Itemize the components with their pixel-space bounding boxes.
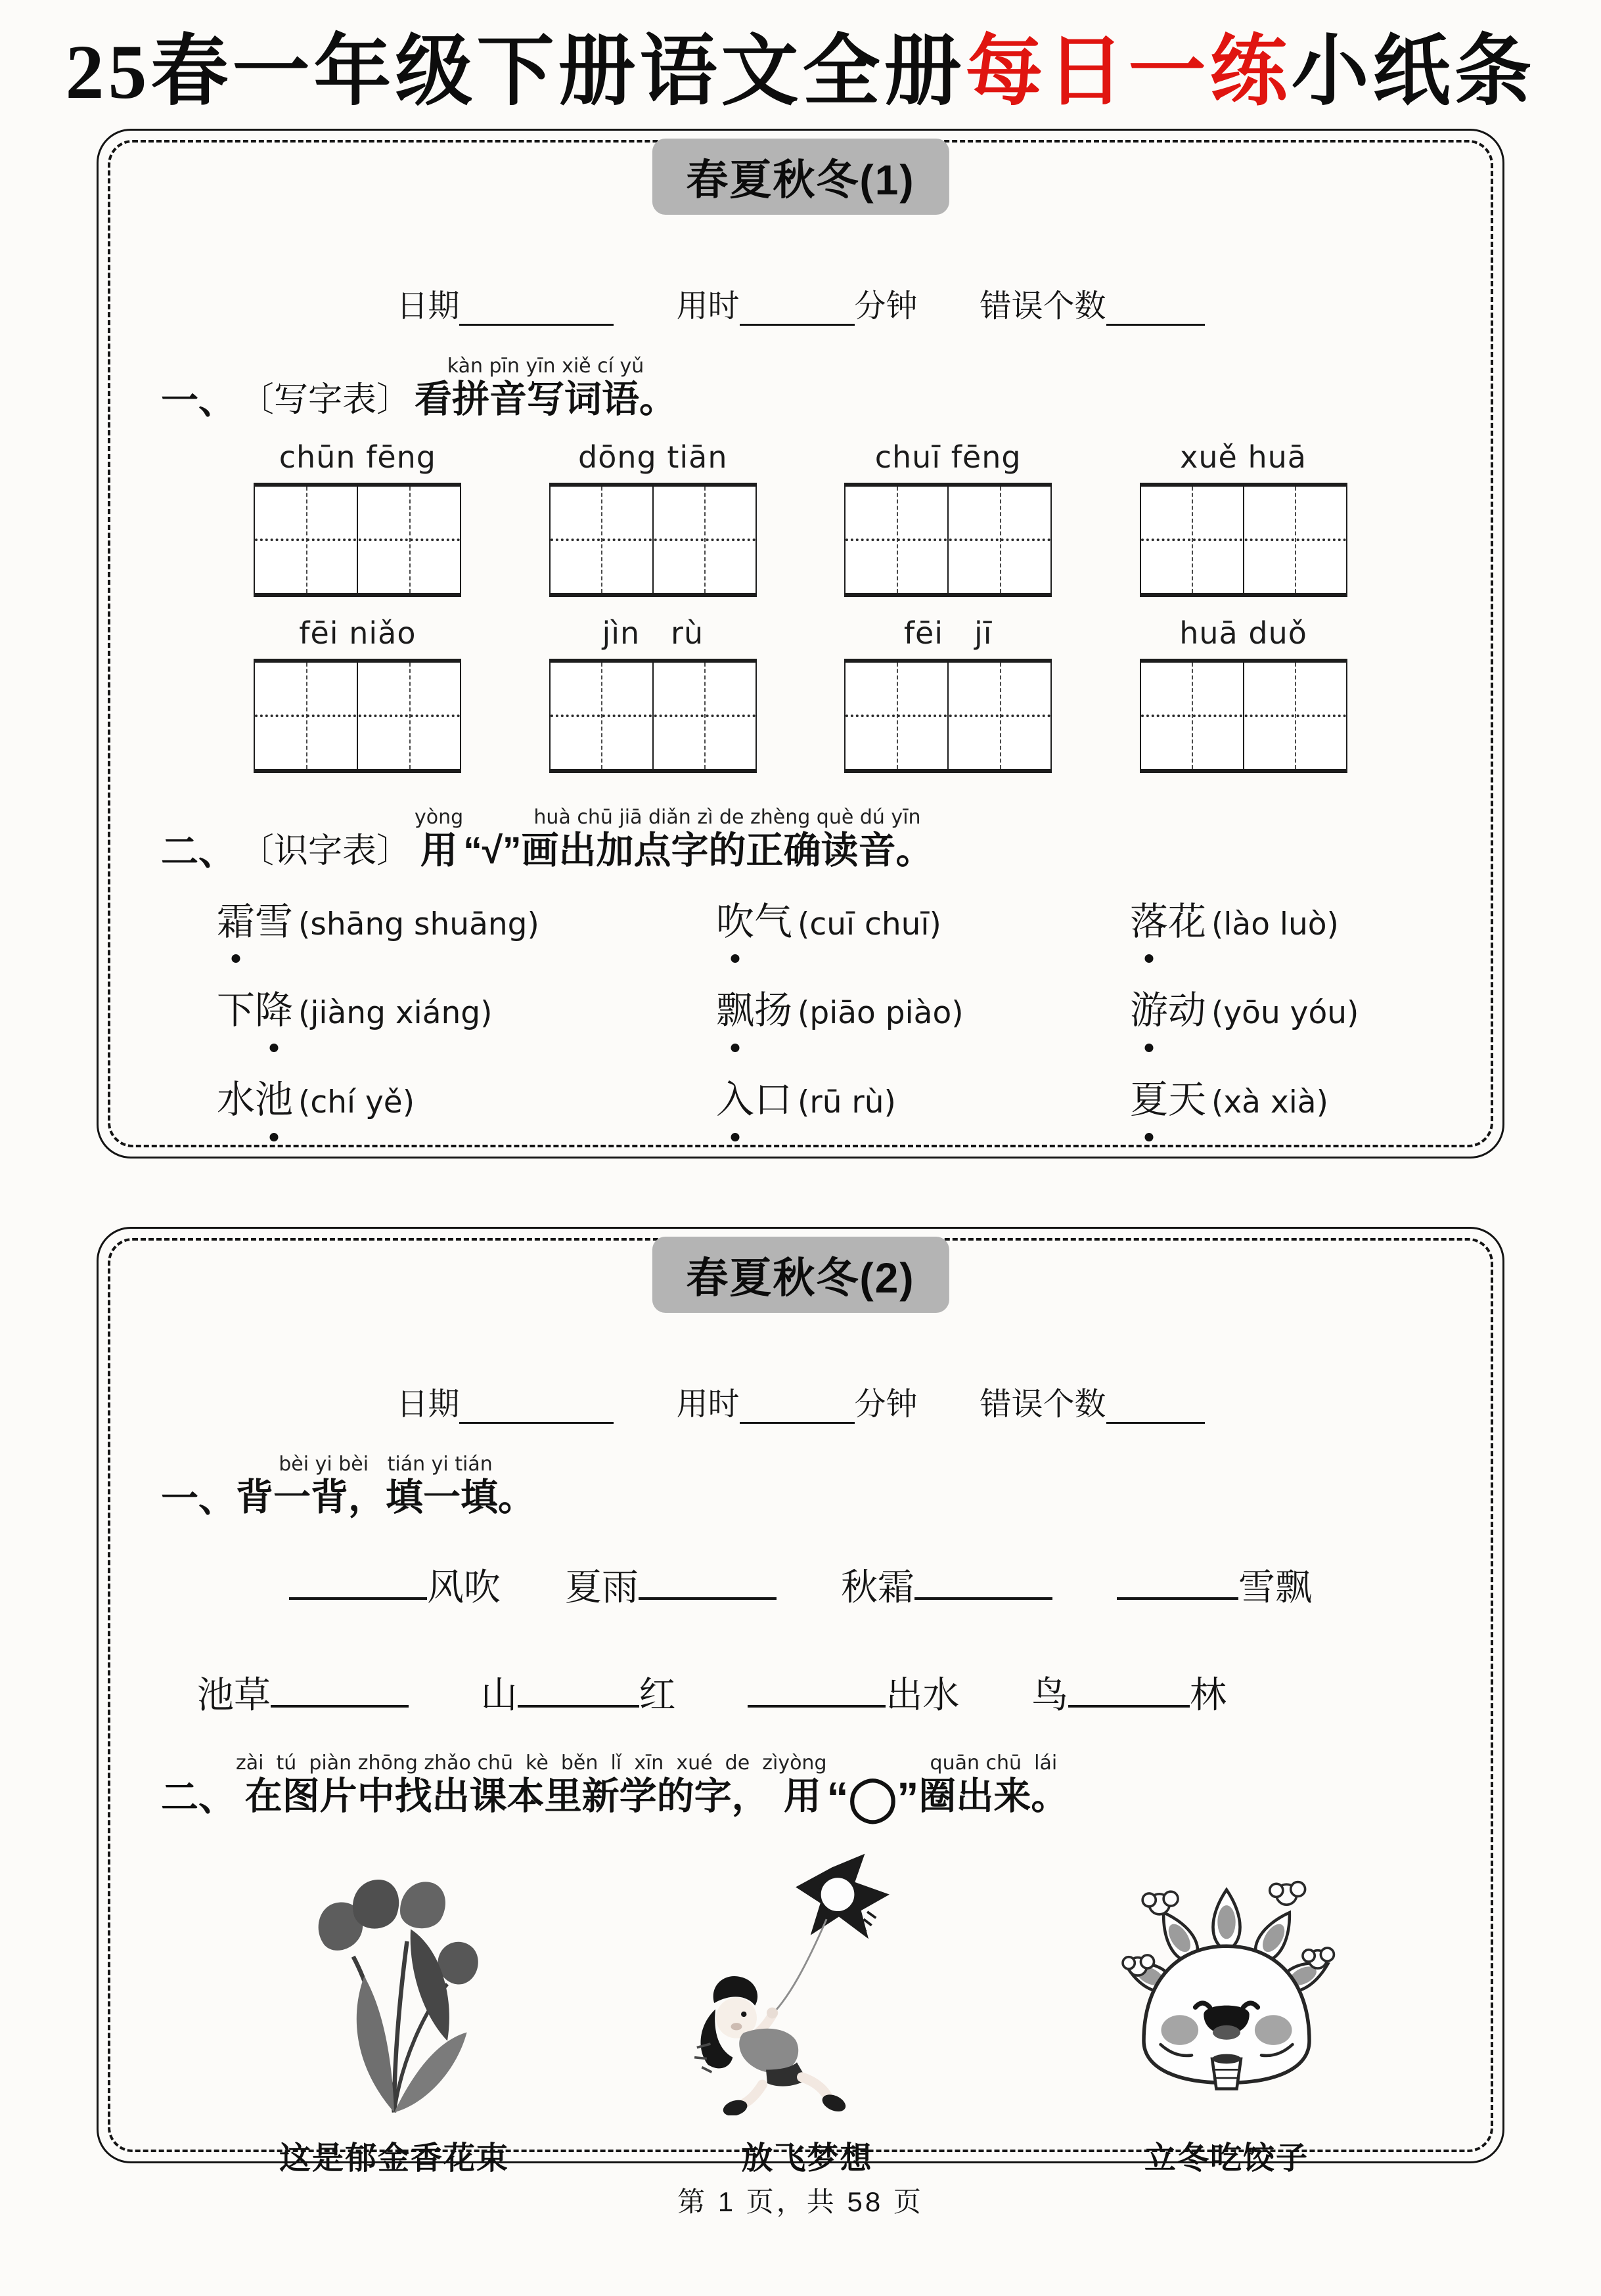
word-pinyin: fēi niǎo xyxy=(299,615,417,651)
choice-item xyxy=(716,1077,1130,1123)
heading-part-pinyin: yòng xyxy=(778,1752,827,1775)
exercise-number: 二、 xyxy=(161,831,236,873)
heading-part-text: 用 xyxy=(783,1775,821,1818)
writing-grid xyxy=(254,483,461,597)
character: 雪 xyxy=(255,900,294,943)
choice-item xyxy=(1130,899,1502,945)
dotted-character: 飘 xyxy=(716,988,754,1034)
figure-caption: 立冬吃饺子 xyxy=(1144,2140,1309,2176)
fill-item xyxy=(481,1666,676,1719)
character: 扬 xyxy=(754,989,793,1032)
fill-in-row-2 xyxy=(99,1666,1502,1719)
word-block xyxy=(1135,615,1352,773)
fill-item xyxy=(565,1558,777,1611)
exercise-title-pinyin: kàn pīn yīn xiě cí yǔ xyxy=(447,354,644,378)
grid-midline xyxy=(846,715,1050,717)
blank-line xyxy=(1068,1669,1190,1708)
fill-text: 风吹 xyxy=(427,1568,501,1609)
heading-part xyxy=(521,807,933,873)
fill-text: 秋霜 xyxy=(841,1568,914,1609)
fill-item xyxy=(841,1558,1052,1611)
pinyin-options: (jiàng xiáng) xyxy=(298,995,493,1032)
exercise-bracket-tag: 〔写字表〕 xyxy=(240,381,411,419)
exercise-number: 一、 xyxy=(161,379,236,422)
figure-kite-girl xyxy=(675,1850,940,2178)
exercise-title-with-pinyin xyxy=(415,356,677,422)
character: 气 xyxy=(754,900,793,943)
pinyin-options: (shāng shuāng) xyxy=(298,906,539,942)
fill-in-row-1 xyxy=(99,1558,1502,1611)
dotted-character: 霜 xyxy=(217,899,255,945)
word-block xyxy=(545,439,761,597)
errors-field xyxy=(980,1379,1205,1424)
character: 天 xyxy=(1168,1078,1207,1121)
exercise-title-text: 背一背，填一填。 xyxy=(236,1476,535,1518)
date-field xyxy=(396,1379,614,1424)
page-title-black1: 25春一年级下册语文全册 xyxy=(65,29,966,115)
tulip-ink-illustration xyxy=(263,1871,526,2115)
character: 花 xyxy=(1168,900,1207,943)
blank-line xyxy=(639,1562,777,1600)
exercise-title-text: 看拼音写词语。 xyxy=(415,378,677,420)
word-block xyxy=(545,615,761,773)
blank-line xyxy=(289,1562,427,1600)
heading-part-pinyin: yòng xyxy=(415,806,464,829)
pinyin-options: (cuī chuī) xyxy=(798,906,941,942)
grid-midline xyxy=(551,715,755,717)
date-blank xyxy=(459,294,614,326)
errors-label: 错误个数 xyxy=(980,288,1106,324)
character: 动 xyxy=(1168,989,1207,1032)
heading-part xyxy=(778,1753,826,1819)
page-number-footer: 第 1 页，共 58 页 xyxy=(677,2186,924,2217)
blank-line xyxy=(914,1562,1052,1600)
fill-text: 池草 xyxy=(197,1675,271,1717)
heading-part xyxy=(463,807,521,873)
errors-blank xyxy=(1106,294,1205,326)
heading-part-pinyin: quān chū lái xyxy=(930,1752,1058,1775)
page-title-red: 每日一练 xyxy=(965,29,1292,115)
errors-label: 错误个数 xyxy=(980,1386,1106,1422)
heading-part-text: 圈出来。 xyxy=(918,1775,1069,1818)
choice-item xyxy=(716,988,1130,1034)
heading-part-text: 用 xyxy=(420,829,458,872)
word-pinyin: chūn fēng xyxy=(279,439,436,475)
character: 水 xyxy=(217,1078,256,1121)
heading-part xyxy=(236,1753,778,1819)
blank-line xyxy=(518,1669,639,1708)
dumpling-mascot-illustration xyxy=(1089,1863,1364,2115)
word-pinyin: dōng tiān xyxy=(578,439,728,475)
worksheet-section-1 xyxy=(97,129,1504,1159)
section2-exercise1-heading xyxy=(99,1454,1502,1520)
blank-line xyxy=(748,1669,886,1708)
grid-midline xyxy=(551,539,755,541)
picture-row xyxy=(99,1850,1502,2178)
section1-exercise2-heading xyxy=(99,807,1502,873)
page-title xyxy=(0,28,1601,117)
exercise-title-with-pinyin xyxy=(236,1454,535,1520)
pinyin-options: (piāo piào) xyxy=(798,995,964,1032)
dotted-character: 游 xyxy=(1130,988,1168,1034)
pinyin-words-row-1 xyxy=(99,439,1502,597)
time-blank xyxy=(740,294,855,326)
dotted-character: 入 xyxy=(716,1077,754,1123)
writing-grid xyxy=(549,483,757,597)
checkmark-glyph: “√” xyxy=(463,829,522,872)
time-field xyxy=(676,280,917,326)
fill-item xyxy=(197,1666,409,1719)
word-block xyxy=(249,615,466,773)
fill-text: 夏雨 xyxy=(565,1568,639,1609)
fill-text: 红 xyxy=(639,1675,676,1717)
blank-line xyxy=(1117,1562,1238,1600)
exercise-bracket-tag: 〔识字表〕 xyxy=(240,833,411,871)
worksheet-section-2 xyxy=(97,1227,1504,2176)
word-pinyin: fēi jī xyxy=(903,615,993,651)
pronunciation-choices xyxy=(99,899,1502,1123)
writing-grid xyxy=(1140,483,1347,597)
blank-line xyxy=(271,1669,409,1708)
writing-grid xyxy=(844,659,1052,773)
fill-item xyxy=(1117,1558,1312,1611)
heading-part xyxy=(918,1753,1068,1819)
figure-dumpling xyxy=(1089,1863,1364,2178)
time-label: 用时 xyxy=(676,1386,740,1422)
grid-midline xyxy=(846,539,1050,541)
word-pinyin: xuě huā xyxy=(1180,439,1307,475)
exercise-number: 一、 xyxy=(161,1477,236,1520)
errors-blank xyxy=(1106,1392,1205,1424)
time-field xyxy=(676,1379,917,1424)
errors-field xyxy=(980,280,1205,326)
date-label: 日期 xyxy=(396,1386,460,1422)
word-pinyin: chuī fēng xyxy=(874,439,1022,475)
fill-text: 出水 xyxy=(886,1675,960,1717)
date-field xyxy=(396,280,614,326)
figure-caption: 这是郁金香花束 xyxy=(279,2140,509,2176)
figure-caption: 放飞梦想 xyxy=(741,2140,873,2176)
character: 口 xyxy=(754,1078,793,1121)
grid-midline xyxy=(255,539,460,541)
fill-item xyxy=(1031,1666,1227,1719)
section1-exercise1-heading xyxy=(99,356,1502,422)
heading-part-pinyin: huà chū jiā diǎn zì de zhèng què dú yīn xyxy=(533,806,921,829)
grid-midline xyxy=(1141,539,1346,541)
section2-title-tab: 春夏秋冬(2) xyxy=(652,1237,949,1313)
heading-part-text: 画出加点字的正确读音。 xyxy=(521,829,934,872)
exercise-title-pinyin: bèi yi bèi tián yi tián xyxy=(279,1452,493,1476)
word-block xyxy=(840,615,1056,773)
dotted-character: 池 xyxy=(255,1077,293,1123)
dotted-character: 落 xyxy=(1130,899,1168,945)
dotted-character: 吹 xyxy=(716,899,754,945)
choice-item xyxy=(1130,988,1502,1034)
word-block xyxy=(840,439,1056,597)
fill-item xyxy=(289,1558,501,1611)
pinyin-options: (chí yě) xyxy=(298,1084,415,1120)
writing-grid xyxy=(549,659,757,773)
pinyin-options: (rū rù) xyxy=(798,1084,896,1120)
dotted-character: 夏 xyxy=(1130,1077,1168,1123)
fill-text: 鸟 xyxy=(1031,1675,1068,1717)
heading-part-text: 在图片中找出课本里新学的字， xyxy=(244,1775,769,1818)
writing-grid xyxy=(254,659,461,773)
word-pinyin: huā duǒ xyxy=(1179,615,1307,651)
section1-date-line xyxy=(99,280,1502,326)
section1-title-tab: 春夏秋冬(1) xyxy=(652,139,949,215)
exercise-number: 二、 xyxy=(161,1777,236,1819)
choice-item xyxy=(217,899,716,945)
heading-part-pinyin: zài tú piàn zhōng zhǎo chū kè běn lǐ xīn xué de zì xyxy=(236,1752,778,1775)
fill-item xyxy=(748,1666,959,1719)
fill-text: 林 xyxy=(1189,1675,1227,1717)
circle-glyph: “◯” xyxy=(826,1773,919,1822)
character: 下 xyxy=(217,989,256,1032)
pinyin-options: (yōu yóu) xyxy=(1211,995,1359,1032)
kite-flying-girl-illustration xyxy=(675,1850,940,2115)
word-block xyxy=(1135,439,1352,597)
time-blank xyxy=(740,1392,855,1424)
heading-part xyxy=(415,807,463,873)
pinyin-words-row-2 xyxy=(99,615,1502,773)
time-label: 用时 xyxy=(676,288,740,324)
choice-item xyxy=(716,899,1130,945)
writing-grid xyxy=(1140,659,1347,773)
choice-item xyxy=(217,1077,716,1123)
choice-item xyxy=(217,988,716,1034)
fill-text: 山 xyxy=(480,1675,518,1717)
section2-exercise2-heading xyxy=(99,1752,1502,1822)
choice-item xyxy=(1130,1077,1502,1123)
date-blank xyxy=(459,1392,614,1424)
minutes-label: 分钟 xyxy=(854,288,918,324)
word-block xyxy=(249,439,466,597)
pinyin-options: (lào luò) xyxy=(1211,906,1339,942)
pinyin-options: (xà xià) xyxy=(1211,1084,1328,1120)
word-pinyin: jìn rù xyxy=(602,615,704,651)
writing-grid xyxy=(844,483,1052,597)
fill-text: 雪飘 xyxy=(1238,1568,1312,1609)
section2-date-line xyxy=(99,1379,1502,1424)
grid-midline xyxy=(255,715,460,717)
page-title-black2: 小纸条 xyxy=(1291,29,1536,115)
minutes-label: 分钟 xyxy=(854,1386,918,1422)
figure-tulip xyxy=(263,1871,526,2178)
dotted-character: 降 xyxy=(255,988,293,1034)
heading-part xyxy=(826,1755,919,1822)
grid-midline xyxy=(1141,715,1346,717)
date-label: 日期 xyxy=(396,288,460,324)
